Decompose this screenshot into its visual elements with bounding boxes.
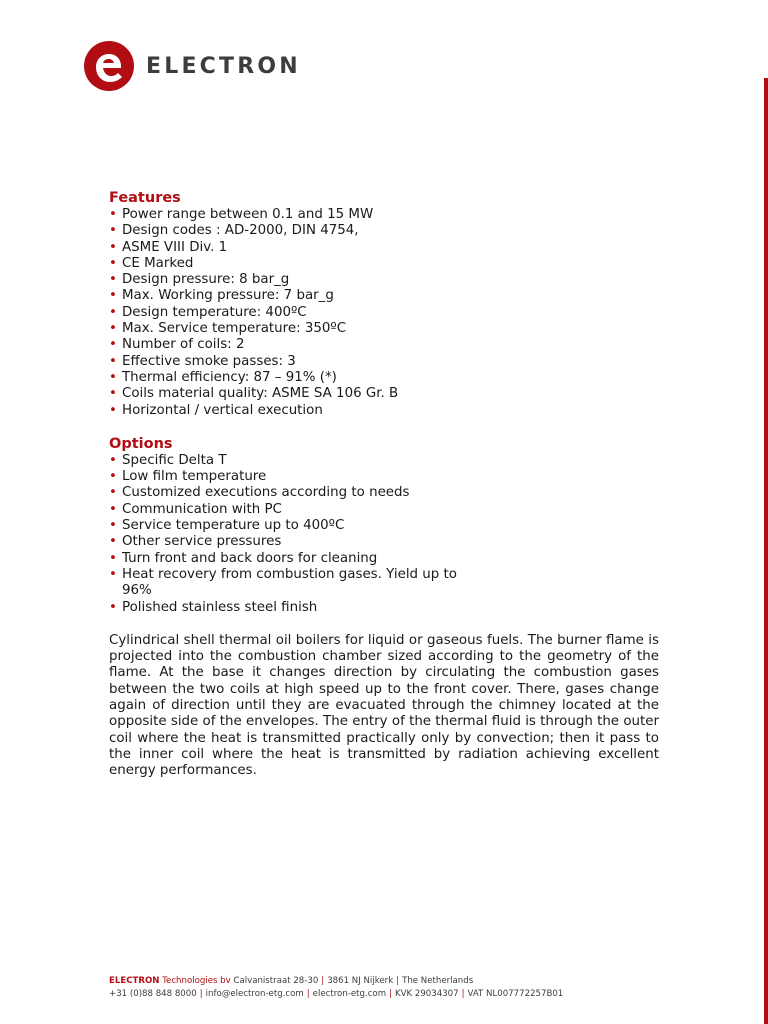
footer-website-link[interactable]: electron-etg.com xyxy=(312,988,387,999)
list-item: • Design codes : AD-2000, DIN 4754, xyxy=(109,223,659,239)
list-item: • Polished stainless steel finish xyxy=(109,600,481,616)
list-item: • Number of coils: 2 xyxy=(109,337,659,353)
options-list xyxy=(109,453,481,616)
footer-separator: | xyxy=(199,988,203,999)
footer-line-contact xyxy=(109,988,729,1001)
footer-line-address xyxy=(109,975,729,988)
features-heading: Features xyxy=(109,190,181,206)
list-item: • Service temperature up to 400ºC xyxy=(109,518,481,534)
footer-street: Calvanistraat 28-30 xyxy=(233,976,319,986)
footer-country: The Netherlands xyxy=(402,976,474,986)
footer-separator: | xyxy=(389,988,392,999)
list-item: • Customized executions according to needs xyxy=(109,485,481,501)
footer-separator: | xyxy=(306,988,310,999)
section-spacer xyxy=(109,616,659,633)
list-item: • Communication with PC xyxy=(109,502,481,518)
page-footer xyxy=(109,975,729,1000)
footer-separator: | xyxy=(321,976,325,986)
list-item: • Power range between 0.1 and 15 MW xyxy=(109,207,659,223)
footer-brand: ELECTRON xyxy=(109,976,160,986)
product-description: Cylindrical shell thermal oil boilers for liquid or gaseous fuels. The burner flame is projected into the combustion chamber sized according to the geometry of the flame. At the base it changes direction by circulating the combustion gases between the two coils at high speed up to the front cover. There, gases change again of direction until they are evacuated through the chimney located at the opposite side of the envelopes. The entry of the thermal fluid is through the outer coil where the heat is transmitted practically only by convection; then it pass to the inner coil where the heat is transmitted by radiation achieving excellent energy performances. xyxy=(109,632,659,779)
footer-kvk: KVK 29034307 xyxy=(394,988,459,999)
footer-city: 3861 NJ Nijkerk xyxy=(327,976,394,986)
list-item: • Design pressure: 8 bar_g xyxy=(109,272,659,288)
options-heading: Options xyxy=(109,435,173,452)
list-item: • Other service pressures xyxy=(109,534,481,550)
company-logo xyxy=(82,40,301,92)
list-item: • Thermal efficiency: 87 – 91% (*) xyxy=(109,370,659,386)
list-item: • Specific Delta T xyxy=(109,453,481,469)
logo-wordmark: ELECTRON xyxy=(146,53,301,79)
footer-separator: | xyxy=(396,976,400,986)
list-item: • Low film temperature xyxy=(109,469,481,485)
features-list xyxy=(109,207,659,419)
footer-separator: | xyxy=(461,988,465,999)
list-item: • ASME VIII Div. 1 xyxy=(109,240,659,256)
list-item: • Effective smoke passes: 3 xyxy=(109,354,659,370)
footer-brand-suffix: Technologies bv xyxy=(162,976,231,986)
list-item: • CE Marked xyxy=(109,256,659,272)
section-spacer xyxy=(109,419,659,436)
electron-logo-icon xyxy=(82,40,136,92)
main-content xyxy=(109,190,659,780)
list-item: • Heat recovery from combustion gases. Yield up to 96% xyxy=(109,567,481,600)
footer-phone: +31 (0)88 848 8000 xyxy=(109,988,197,999)
list-item: • Coils material quality: ASME SA 106 Gr. B xyxy=(109,386,659,402)
list-item: • Turn front and back doors for cleaning xyxy=(109,551,481,567)
footer-vat: VAT NL007772257B01 xyxy=(467,988,564,999)
page-edge-rule xyxy=(764,78,768,1024)
list-item: • Max. Working pressure: 7 bar_g xyxy=(109,288,659,304)
footer-email-link[interactable]: info@electron-etg.com xyxy=(205,988,304,999)
list-item: • Max. Service temperature: 350ºC xyxy=(109,321,659,337)
list-item: • Horizontal / vertical execution xyxy=(109,403,659,419)
list-item: • Design temperature: 400ºC xyxy=(109,305,659,321)
